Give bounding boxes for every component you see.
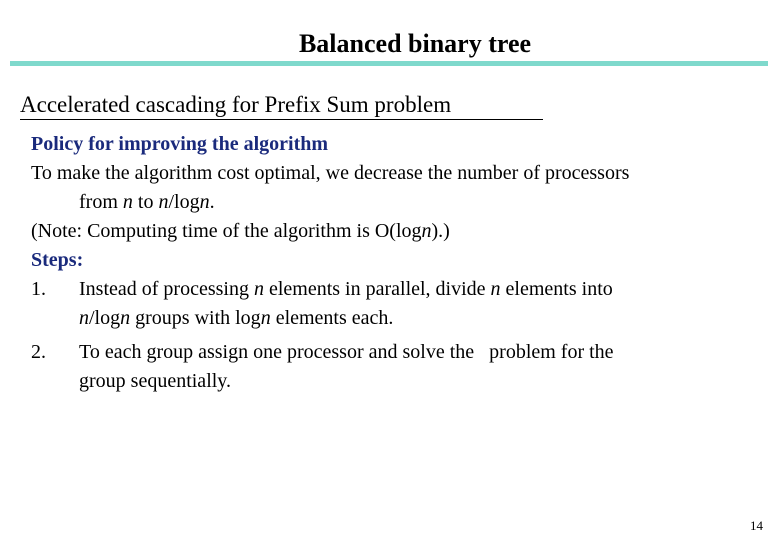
- note-line: [31, 217, 771, 246]
- variable-n: n: [158, 191, 169, 213]
- text: elements into: [500, 278, 613, 300]
- text: ).): [431, 220, 450, 242]
- text: elements each.: [270, 307, 394, 329]
- variable-n: n: [253, 278, 264, 300]
- text: (Note: Computing time of the algorithm is O(log: [31, 220, 422, 242]
- step-1-number: 1.: [31, 278, 46, 300]
- variable-n: n: [79, 307, 89, 329]
- paragraph-line-1: To make the algorithm cost optimal, we decrease the number of processors: [31, 162, 630, 184]
- text: from: [79, 191, 123, 213]
- subtitle-underline: [20, 119, 543, 120]
- slide-title: Balanced binary tree: [298, 29, 532, 58]
- variable-n: n: [421, 220, 432, 242]
- variable-n: n: [122, 191, 133, 213]
- variable-n: n: [199, 191, 210, 213]
- step-2-text: To each group assign one processor and solve the problem for the: [79, 341, 614, 363]
- step-1-line-1: [31, 275, 771, 304]
- step-1-line-2: [31, 304, 771, 333]
- page-number: 14: [750, 518, 763, 533]
- variable-n: n: [260, 307, 271, 329]
- variable-n: n: [490, 278, 501, 300]
- text: /log: [168, 191, 200, 213]
- variable-n: n: [120, 307, 131, 329]
- step-2-line-2: group sequentially.: [79, 370, 232, 392]
- text: groups with log: [130, 307, 261, 329]
- policy-heading: Policy for improving the algorithm: [31, 133, 329, 155]
- slide-subtitle: Accelerated cascading for Prefix Sum problem: [20, 92, 452, 117]
- paragraph-line-2: [31, 188, 771, 217]
- text: Instead of processing: [79, 278, 254, 300]
- text: /log: [89, 307, 121, 329]
- text: elements in parallel, divide: [263, 278, 491, 300]
- title-underline: [10, 61, 768, 66]
- steps-heading: Steps:: [31, 249, 84, 271]
- text: .: [209, 191, 215, 213]
- slide-body: [31, 130, 771, 396]
- step-1-text: [79, 275, 613, 304]
- step-2-line-1: [31, 338, 771, 367]
- step-2-number: 2.: [31, 341, 46, 363]
- text: to: [132, 191, 159, 213]
